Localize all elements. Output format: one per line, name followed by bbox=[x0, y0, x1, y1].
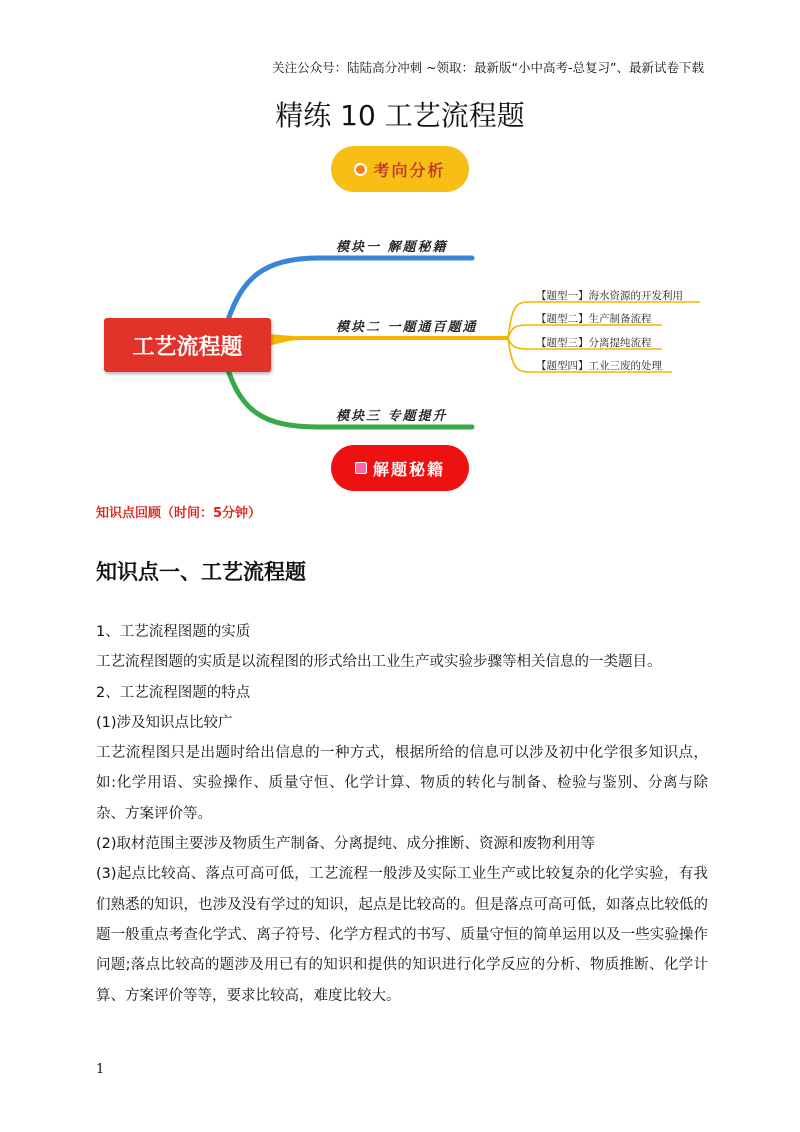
branch-label-1: 模块一 解题秘籍 bbox=[336, 240, 448, 255]
branch-line-1 bbox=[228, 258, 472, 320]
leaf-label-3: 【题型三】分离提纯流程 bbox=[536, 337, 652, 349]
branch-label-3: 模块三 专题提升 bbox=[336, 409, 448, 424]
branch-label-2: 模块二 一题通百题通 bbox=[336, 320, 478, 335]
header-note: 关注公众号：陆陆高分冲刺 ~领取：最新版“小中高考-总复习”、最新试卷下载 bbox=[272, 60, 704, 75]
paragraph: 工艺流程图题的实质是以流程图的形式给出工业生产或实验步骤等相关信息的一类题目。 bbox=[96, 654, 662, 671]
paragraph: 1、工艺流程图题的实质 bbox=[96, 624, 251, 640]
analysis-badge-label: 考向分析 bbox=[373, 160, 446, 180]
document-title: 精练 10 工艺流程题 bbox=[275, 99, 525, 132]
branch-line-2 bbox=[268, 338, 508, 340]
paragraph: 工艺流程图只是出题时给出信息的一种方式，根据所给的信息可以涉及初中化学很多知识点，如:化学用语、实验操作、质量守恒、化学计算、物质的转化与制备、检验与鉴别、分离与除杂、方案评价等。 bbox=[96, 745, 708, 822]
tips-badge bbox=[331, 445, 469, 491]
leaf-label-2: 【题型二】生产制备流程 bbox=[536, 313, 652, 325]
review-note: 知识点回顾（时间：5分钟） bbox=[96, 506, 262, 521]
paragraph: (3)起点比较高、落点可高可低，工艺流程一般涉及实际工业生产或比较复杂的化学实验，有我们熟悉的知识，也涉及没有学过的知识，起点是比较高的。但是落点可高可低，如落点比较低的题一般重点考查化学式、离子符号、化学方程式的书写、质量守恒的简单运用以及一些实验操作问题;落点比较高的题涉及用已有的知识和提供的知识进行化学反应的分析、物质推断、化学计算、方案评价等等，要求比较高，难度比较大。 bbox=[96, 866, 708, 1004]
tips-badge-label: 解题秘籍 bbox=[372, 459, 445, 479]
leaf-label-4: 【题型四】工业三废的处理 bbox=[536, 360, 662, 372]
body-text bbox=[96, 617, 708, 1011]
section-heading: 知识点一、工艺流程题 bbox=[96, 560, 306, 584]
book-icon bbox=[355, 462, 367, 474]
paragraph: 2、工艺流程图题的特点 bbox=[96, 684, 251, 701]
paragraph: (2)取材范围主要涉及物质生产制备、分离提纯、成分推断、资源和废物利用等 bbox=[96, 836, 596, 853]
page-number: 1 bbox=[96, 1062, 105, 1077]
mindmap-center: 工艺流程题 bbox=[104, 318, 271, 372]
leaf-label-1: 【题型一】海水资源的开发利用 bbox=[536, 290, 683, 302]
paragraph: (1)涉及知识点比较广 bbox=[96, 714, 233, 731]
